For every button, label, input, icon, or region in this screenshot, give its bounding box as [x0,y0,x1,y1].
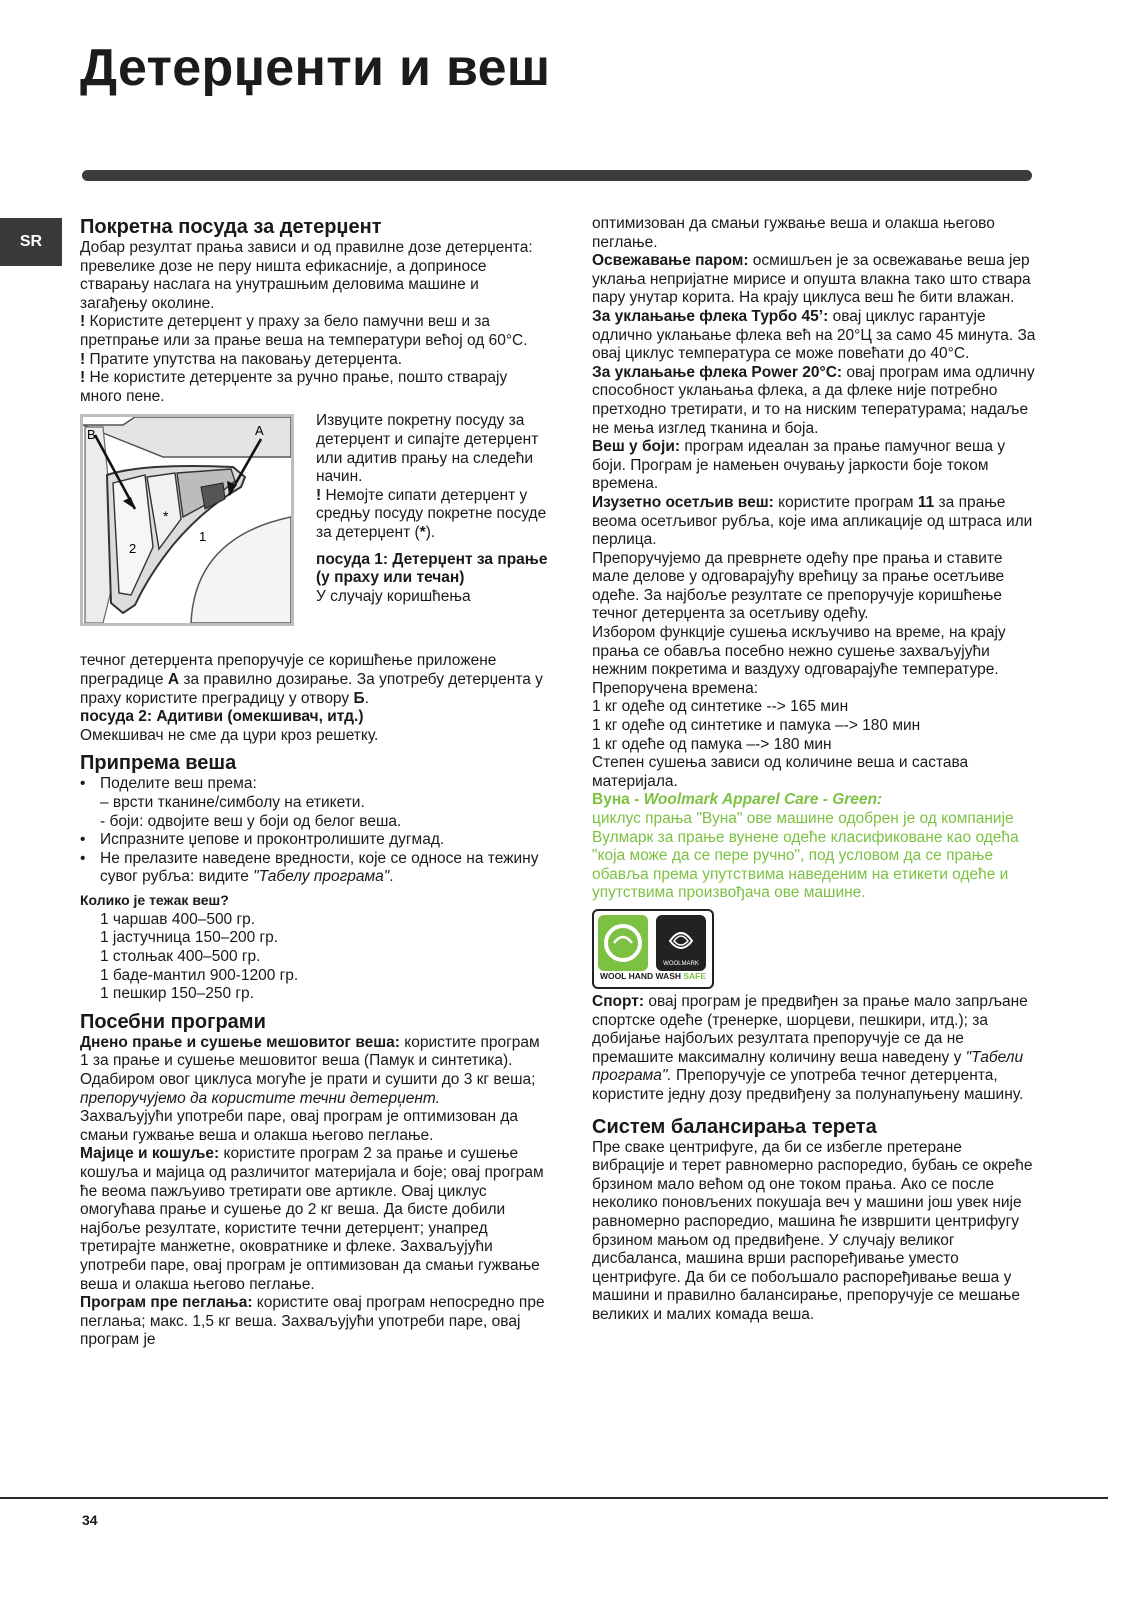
text: за правилно дозирање. За употребу детерџента у праху користите преградицу у отвору [80,670,543,707]
paragraph [80,652,550,708]
warning-mark: ! [316,486,322,504]
text: овај циклус гарантује одлично уклањање флека већ на 20°Ц за само 45 минута. За овај циклус температура се може повећати до 40°C. [592,307,1036,363]
list-item [80,775,550,831]
woolmark-logo-graphic [594,911,712,975]
wool-title [592,791,1038,810]
label-compartment-2: 2 [129,541,137,557]
bullet-mark: • [80,775,86,793]
section-title-special-programs: Посебни програми [80,1010,266,1033]
list-item: 1 баде-мантил 900-1200 гр. [100,966,299,984]
text: . [364,689,369,707]
warning-mark: ! [80,350,86,368]
text: течног детерџента препоручује се коришћење приложене преградице [80,652,497,688]
text: 11 [917,493,935,511]
text: Не прелазите наведене вредности, које се односе на тежину сувог рубља: видите [100,849,539,886]
text: Мајице и кошуље: [80,1145,220,1163]
note-text: Користите детерџент у праху за бело памучни веш и за претпрање или за прање веша на температури већој од 60°C. [80,313,528,349]
paragraph: Избором функције сушења искључиво на време, на крају прања се обавља посебно нежно сушење захваљујући нежним покретима и ваздуху одговарајуће температуре. [592,624,1006,679]
wool-paragraph: циклус прања "Вуна" ове машине одобрен је од компаније Вулмарк за прање вунене одеће класификоване као одећа "која може да се пере ручно", под условом да се прање обавља према упутствима наведеним на етикети одеће и упутствима произвођача ове машине. [592,810,1019,902]
text: овај програм је предвиђен за прање мало запрљане спортске одеће (тренерке, шорцеви, пешкири, итд.); за добијање најбољих резултата препоручује се да не премашите максималну количину веша наведену у [592,992,1028,1066]
section-title-laundry-prep: Припрема веша [80,752,237,775]
compartment-1-label: посуда 1: Детерџент за прање (у праху или течан) [316,550,548,587]
list-item [80,850,550,887]
bullet-mark: • [80,831,86,849]
text: овај програм има одличну способност уклањања флека, а да флеке није потребно претходно третирати, и то на ниским тепературама; надаље не мења изглед тканина и боја. [592,363,1035,437]
text: Woolmark Apparel Care - Green: [643,791,883,809]
paragraph [592,494,1038,550]
note [80,313,550,350]
paragraph: Препоручена времена: [592,679,759,697]
list-item [80,831,550,850]
warning-mark: ! [80,369,86,387]
text: Спорт: [592,992,645,1010]
note-text: Пратите упутства на паковању детерџента. [85,350,403,368]
text: Изузетно осетљив веш: [592,493,774,511]
note-text: Немојте сипати детерџент у средњу посуду покретне посуде за детерџент ( [316,486,547,541]
paragraph: Омекшивач не сме да цури кроз решетку. [80,726,379,744]
note-text: ). [425,523,436,541]
text: - боји: одвојите веш у боји од белог веша. [100,812,402,830]
text: осмишљен је за освежавање веша јер уклања непријатне мирисе и опушта влакна тако што ствара пару унутар корита. На крају циклуса веш ће бити влажан. [592,252,1031,307]
text: Днено прање и сушење мешовитог веша: [80,1033,400,1051]
text: WOOL HAND WASH [599,971,684,982]
note [316,487,550,543]
text: "Табели програма". [592,1048,1024,1085]
text: Испразните џепове и проконтролишите дугмад. [100,831,445,849]
text: Б [353,689,365,707]
note-text: Не користите детерџенте за ручно прање, пошто стварају много пене. [80,369,508,405]
text: Препоручује се употреба течног детерџента, користите једну дозу предвиђену за полунапуњену машину. [592,1067,1024,1103]
text: програм идеалан за прање памучног веша у боји. Програм је намењен очувању јаркости боје током времена. [592,438,1006,493]
text: Поделите веш према: [100,775,257,793]
paragraph [592,252,1038,308]
text: користите овај програм непосредно пре пеглања; макс. 1,5 кг веша. Захваљујући употреби паре, овај програм је [80,1294,545,1349]
text: – врсти тканине/симболу на етикети. [100,793,365,811]
text: Веш у боји: [592,438,681,456]
language-tab: SR [0,218,62,266]
partition-a-shape [201,483,225,509]
label-compartment-star: * [163,508,169,525]
text: препоручујемо да користите течни детерџент. [80,1089,440,1107]
text: Програм пре пеглања: [80,1294,253,1312]
bullet-mark: • [80,849,86,867]
paragraph [80,1294,550,1350]
list-item: 1 чаршав 400–500 гр. [100,910,256,928]
paragraph [592,993,1038,1105]
detergent-drawer-figure [80,414,294,626]
text: А [167,670,180,688]
list-item: 1 кг одеће од синтетике и памука –-> 180 мин [592,717,921,735]
paragraph [592,364,1038,438]
woolmark-logo [592,909,714,989]
label-a: A [255,423,264,439]
detergent-drawer-illustration [83,417,291,623]
wool-logo-caption [594,967,712,986]
right-column [592,215,1038,1324]
subheading-weight: Колико је тежак веш? [80,891,229,908]
label-b: B [87,427,96,443]
paragraph [592,308,1038,364]
section-title-load-balancing: Систем балансирања терета [592,1115,877,1138]
paragraph: оптимизован да смањи гужвање веша и олакша његово пеглање. [592,215,995,251]
text: користите програм 2 за прање и сушење кошуља и мајица од различитог материјала и боје; овај програм ће веома пажљуиво третирати ове артикле. Овај циклус омогућава прање и сушење до 2 кг веша. Да бисте добили најбоље резултате, користите течни детерџент; унапред третирајте манжетне, оковратнике и флеке. Захваљујући употреби паре, овај програм је оптимизован да смањи гужвање веша и олакша његово пеглање. [80,1145,544,1293]
section-title-detergent-drawer: Покретна посуда за детерџент [80,216,382,238]
paragraph [80,1145,550,1294]
text: За уклањање флека Турбо 45’: [592,307,829,325]
warning-mark: ! [80,313,86,331]
figure-side-text [316,412,550,606]
detergent-figure-block [80,412,550,652]
paragraph [592,438,1038,494]
paragraph: Препоручујемо да преврнете одећу пре прања и ставите мале делове у одговарајућу врећицу за прање осетљиве одеће. За најбоље резултате се препоручује коришћење течног детерџента за осетљиву одећу. [592,549,1005,623]
footer-rule [0,1497,1108,1499]
page-title: Детерџенти и веш [80,39,551,97]
list-item: 1 кг одеће од памука –-> 180 мин [592,735,832,753]
title-divider-bar [82,170,1032,181]
woolmark-logo-text: WOOLMARK [663,960,699,967]
text: "Табелу програма" [253,868,390,886]
paragraph: Добар резултат прања зависи и од правилне дозе детерџента: превелике дозе не перу ништа ефикасније, а доприносе стварању наслага на унутрашњим деловима машине и загађењу околине. [80,239,533,312]
text: SAFE [683,971,707,982]
left-column [80,215,550,1350]
paragraph [80,1034,550,1108]
paragraph: Извуците покретну посуду за детерџент и сипајте детерџент или адитив прању на следећи начин. [316,412,539,486]
note [80,351,550,370]
text: за прање веома осетљивог рубља, које има апликације од штраса или перлица. [592,493,1033,549]
note [80,369,550,406]
paragraph: У случају коришћења [316,587,471,605]
list-item: 1 јастучница 150–200 гр. [100,929,279,947]
text: Освежавање паром: [592,252,749,270]
star-mark: * [419,523,426,541]
paragraph: Пре сваке центрифуге, да би се избегле претеране вибрације и терет равномерно распоредио, бубањ се окреће брзином мало већом од оне током прања. Ако се после неколико поновљених покушаја веч у машини још увек није равномерно распоредио, машина ће извршити центрифугу брзином мањом од предвиђене. У случају великог дисбаланса, машина врши распоређивање уместо центрифуге. Да би се побољшало распоређивање веша у машини и правилно балансирање, препоручује се мешање великих и малих комада веша. [592,1138,1033,1323]
text: Вуна - [592,791,644,809]
text: користите програм [773,493,918,511]
paragraph: Захваљујући употреби паре, овај програм је оптимизован да смањи гужвање веша и олакша његово пеглање. [80,1108,519,1144]
list-item: 1 кг одеће од синтетике --> 165 мин [592,698,849,716]
text: . [389,868,394,886]
text: користите програм 1 за прање и сушење мешовитог веша (Памук и синтетика). Одабиром овог циклуса могуће је прати и сушити до 3 кг веша; [80,1033,540,1089]
label-compartment-1: 1 [199,529,207,545]
text: За уклањање флека Power 20°C: [592,363,843,381]
list-item: 1 столњак 400–500 гр. [100,948,261,966]
paragraph: Степен сушења зависи од количине веша и састава материјала. [592,754,969,790]
list-item: 1 пешкир 150–250 гр. [100,985,254,1003]
page-number: 34 [82,1512,98,1528]
compartment-2-label: посуда 2: Адитиви (омекшивач, итд.) [80,708,364,726]
